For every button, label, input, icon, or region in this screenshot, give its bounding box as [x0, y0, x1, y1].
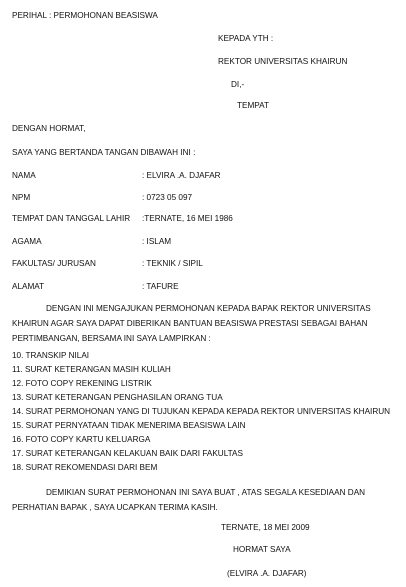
closing-line-2: PERHATIAN BAPAK , SAYA UCAPKAN TERIMA KASIH. — [12, 503, 218, 512]
list-item: 18. SURAT REKOMENDASI DARI BEM — [12, 463, 158, 472]
field-label-religion: AGAMA — [12, 237, 42, 246]
field-label-name: NAMA — [12, 171, 36, 180]
recipient-line-4: TEMPAT — [237, 101, 269, 110]
body-line-2: KHAIRUN AGAR SAYA DAPAT DIBERIKAN BANTUAN BEASISWA PRESTASI SEBAGAI BAHAN — [12, 319, 368, 328]
field-value-name: : ELVIRA .A. DJAFAR — [142, 171, 221, 180]
subject-line: PERIHAL : PERMOHONAN BEASISWA — [12, 11, 158, 20]
greeting: DENGAN HORMAT, — [12, 124, 86, 133]
signature-regards: HORMAT SAYA — [233, 545, 291, 554]
field-label-faculty: FAKULTAS/ JURUSAN — [12, 259, 96, 268]
body-line-1: DENGAN INI MENGAJUKAN PERMOHONAN KEPADA BAPAK REKTOR UNIVERSITAS — [46, 304, 371, 313]
intro-line: SAYA YANG BERTANDA TANGAN DIBAWAH INI : — [12, 148, 196, 157]
signature-name: (ELVIRA .A. DJAFAR) — [227, 569, 307, 578]
field-label-birth: TEMPAT DAN TANGGAL LAHIR — [12, 214, 131, 223]
field-value-address: : TAFURE — [142, 282, 179, 291]
field-label-npm: NPM — [12, 193, 31, 202]
list-item: 11. SURAT KETERANGAN MASIH KULIAH — [12, 365, 171, 374]
signature-place-date: TERNATE, 18 MEI 2009 — [221, 523, 310, 532]
recipient-line-3: DI,- — [231, 80, 245, 89]
list-item: 12. FOTO COPY REKENING LISTRIK — [12, 379, 152, 388]
body-line-3: PERTIMBANGAN, BERSAMA INI SAYA LAMPIRKAN : — [12, 334, 211, 343]
list-item: 17. SURAT KETERANGAN KELAKUAN BAIK DARI FAKULTAS — [12, 449, 243, 458]
list-item: 14. SURAT PERMOHONAN YANG DI TUJUKAN KEPADA KEPADA REKTOR UNIVERSITAS KHAIRUN — [12, 407, 391, 416]
list-item: 15. SURAT PERNYATAAN TIDAK MENERIMA BEASISWA LAIN — [12, 421, 246, 430]
field-value-religion: : ISLAM — [142, 237, 172, 246]
list-item: 16. FOTO COPY KARTU KELUARGA — [12, 435, 151, 444]
list-item: 13. SURAT KETERANGAN PENGHASILAN ORANG TUA — [12, 393, 223, 402]
list-item: 10. TRANSKIP NILAI — [12, 351, 90, 360]
closing-line-1: DEMIKIAN SURAT PERMOHONAN INI SAYA BUAT , ATAS SEGALA KESEDIAAN DAN — [46, 488, 366, 497]
recipient-line-2: REKTOR UNIVERSITAS KHAIRUN — [218, 57, 348, 66]
recipient-line-1: KEPADA YTH : — [218, 34, 274, 43]
field-label-address: ALAMAT — [12, 282, 45, 291]
field-value-npm: : 0723 05 097 — [142, 193, 193, 202]
field-value-birth: :TERNATE, 16 MEI 1986 — [142, 214, 233, 223]
field-value-faculty: : TEKNIK / SIPIL — [142, 259, 203, 268]
